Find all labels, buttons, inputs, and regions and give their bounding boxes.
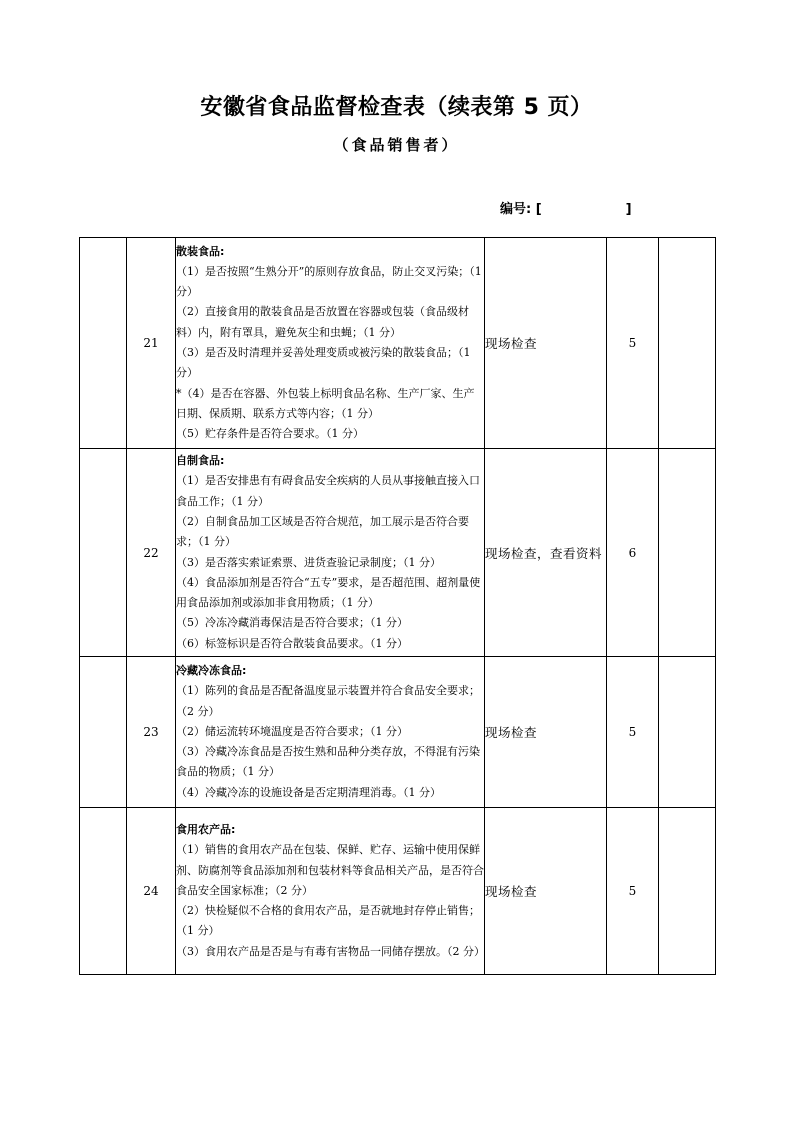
inspection-item: （4）冷藏冷冻的设施设备是否定期清理消毒。（1 分） bbox=[176, 785, 441, 799]
blank-cell bbox=[80, 808, 127, 975]
table-row bbox=[80, 238, 716, 449]
inspection-item: （2）快检疑似不合格的食用农产品，是否就地封存停止销售；（1 分） bbox=[176, 904, 480, 938]
blank-cell bbox=[80, 238, 127, 449]
blank-cell bbox=[80, 449, 127, 657]
serial-number-label: 编号: [ bbox=[500, 202, 542, 217]
inspection-item: *（4）是否在容器、外包装上标明食品名称、生产厂家、生产日期、保质期、联系方式等内容；（1 分） bbox=[176, 386, 475, 420]
inspection-method: 现场检查，查看资料 bbox=[485, 449, 607, 657]
inspection-item: （5）冷冻冷藏消毒保洁是否符合要求；（1 分） bbox=[176, 616, 408, 630]
table-row bbox=[80, 449, 716, 657]
page-subtitle: （食品销售者） bbox=[333, 136, 460, 154]
score-value: 6 bbox=[607, 449, 659, 657]
inspection-table-body bbox=[80, 238, 716, 975]
inspection-method: 现场检查 bbox=[485, 657, 607, 808]
inspection-content bbox=[176, 238, 485, 449]
inspection-item: （1）销售的食用农产品在包装、保鲜、贮存、运输中使用保鲜剂、防腐剂等食品添加剂和包装材料等食品相关产品，是否符合食品安全国家标准；（2 分） bbox=[176, 843, 484, 897]
page-title: 安徽省食品监督检查表（续表第 5 页） bbox=[200, 95, 593, 120]
inspection-item: （1）是否按照“生熟分开”的原则存放食品，防止交叉污染；（1 分） bbox=[176, 264, 482, 299]
score-value: 5 bbox=[607, 238, 659, 449]
score-value: 5 bbox=[607, 657, 659, 808]
result-cell bbox=[659, 449, 716, 657]
inspection-item: （2）储运流转环境温度是否符合要求；（1 分） bbox=[176, 724, 408, 738]
table-row bbox=[80, 808, 716, 975]
inspection-item: （3）冷藏冷冻食品是否按生熟和品种分类存放，不得混有污染食品的物质；（1 分） bbox=[176, 745, 480, 779]
table-row bbox=[80, 657, 716, 808]
item-number: 21 bbox=[127, 238, 176, 449]
item-number: 24 bbox=[127, 808, 176, 975]
inspection-item: （1）陈列的食品是否配备温度显示装置并符合食品安全要求；（2 分） bbox=[176, 684, 480, 718]
item-number: 22 bbox=[127, 449, 176, 657]
inspection-item: （4）食品添加剂是否符合“五专”要求，是否超范围、超剂量使用食品添加剂或添加非食用物质；（1 分） bbox=[176, 575, 481, 610]
inspection-content bbox=[176, 657, 485, 808]
inspection-item: （1）是否安排患有有碍食品安全疾病的人员从事接触直接入口食品工作；（1 分） bbox=[176, 474, 480, 508]
inspection-item: （3）是否落实索证索票、进货查验记录制度；（1 分） bbox=[176, 555, 441, 569]
category-heading: 自制食品: bbox=[176, 454, 225, 468]
inspection-item: （5）贮存条件是否符合要求。（1 分） bbox=[176, 427, 364, 441]
score-value: 5 bbox=[607, 808, 659, 975]
result-cell bbox=[659, 238, 716, 449]
inspection-content bbox=[176, 808, 485, 975]
category-heading: 食用农产品: bbox=[176, 822, 236, 836]
inspection-content bbox=[176, 449, 485, 657]
inspection-method: 现场检查 bbox=[485, 808, 607, 975]
category-heading: 冷藏冷冻食品: bbox=[176, 663, 247, 677]
serial-number-field bbox=[500, 198, 632, 217]
inspection-item: （2）直接食用的散装食品是否放置在容器或包装（食品级材料）内，附有罩具，避免灰尘和虫蝇；（1 分） bbox=[176, 305, 469, 339]
result-cell bbox=[659, 657, 716, 808]
inspection-method: 现场检查 bbox=[485, 238, 607, 449]
inspection-item: （6）标签标识是否符合散装食品要求。（1 分） bbox=[176, 636, 408, 650]
inspection-item: （3）食用农产品是否是与有毒有害物品一同储存摆放。（2 分） bbox=[176, 944, 485, 958]
inspection-item: （2）自制食品加工区域是否符合规范，加工展示是否符合要求；（1 分） bbox=[176, 514, 469, 549]
serial-number-close: ] bbox=[625, 202, 632, 217]
item-number: 23 bbox=[127, 657, 176, 808]
category-heading: 散装食品: bbox=[176, 244, 225, 258]
blank-cell bbox=[80, 657, 127, 808]
inspection-item: （3）是否及时清理并妥善处理变质或被污染的散装食品；（1 分） bbox=[176, 346, 471, 380]
result-cell bbox=[659, 808, 716, 975]
inspection-table bbox=[79, 237, 716, 975]
